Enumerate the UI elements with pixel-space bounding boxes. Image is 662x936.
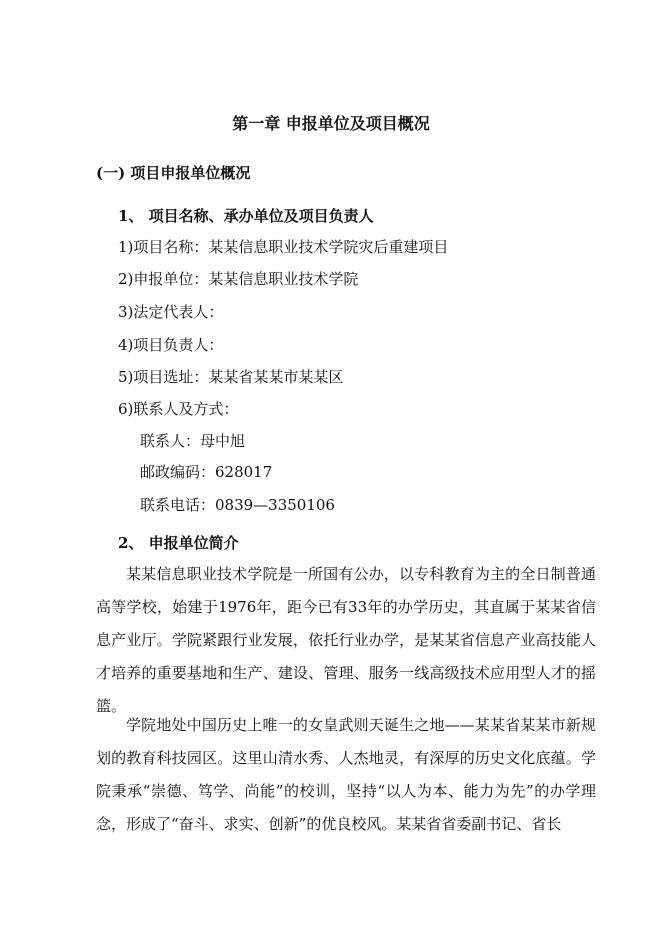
item-applicant: 2)申报单位：某某信息职业技术学院 xyxy=(118,270,359,288)
item-contact-header: 6)联系人及方式： xyxy=(118,400,239,418)
subsection-2-title: 2、 申报单位简介 xyxy=(118,534,239,552)
section-heading: (一) 项目申报单位概况 xyxy=(96,164,251,182)
intro-paragraph-2: 学院地处中国历史上唯一的女皇武则天诞生之地——某某省某某市新规划的教育科技园区。这里山清水秀、人杰地灵，有深厚的历史文化底蕴。学院秉承“崇德、笃学、尚能”的校训，坚持“以人为本、能力为先”的办学理念，形成了“奋斗、求实、创新”的优良校风。某某省省委副书记、省长 xyxy=(96,716,596,833)
chapter-title: 第一章 申报单位及项目概况 xyxy=(232,114,430,133)
contact-postcode: 邮政编码：628017 xyxy=(140,463,273,481)
item-project-site: 5)项目选址：某某省某某市某某区 xyxy=(118,368,344,386)
item-legal-rep: 3)法定代表人： xyxy=(118,303,224,321)
intro-paragraph-1: 某某信息职业技术学院是一所国有公办，以专科教育为主的全日制普通高等学校，始建于1976年，距今已有33年的办学历史，其直属于某某省信息产业厅。学院紧跟行业发展，依托行业办学，是某某省信息产业高技能人才培养的重要基地和生产、建设、管理、服务一线高级技术应用型人才的摇篮。 xyxy=(96,565,596,715)
item-project-lead: 4)项目负责人： xyxy=(118,336,224,354)
contact-person: 联系人：母中旭 xyxy=(140,432,246,450)
subsection-1-title: 1、 项目名称、承办单位及项目负责人 xyxy=(118,207,374,225)
contact-phone: 联系电话：0839—3350106 xyxy=(140,496,335,514)
item-project-name: 1)项目名称：某某信息职业技术学院灾后重建项目 xyxy=(118,238,449,256)
